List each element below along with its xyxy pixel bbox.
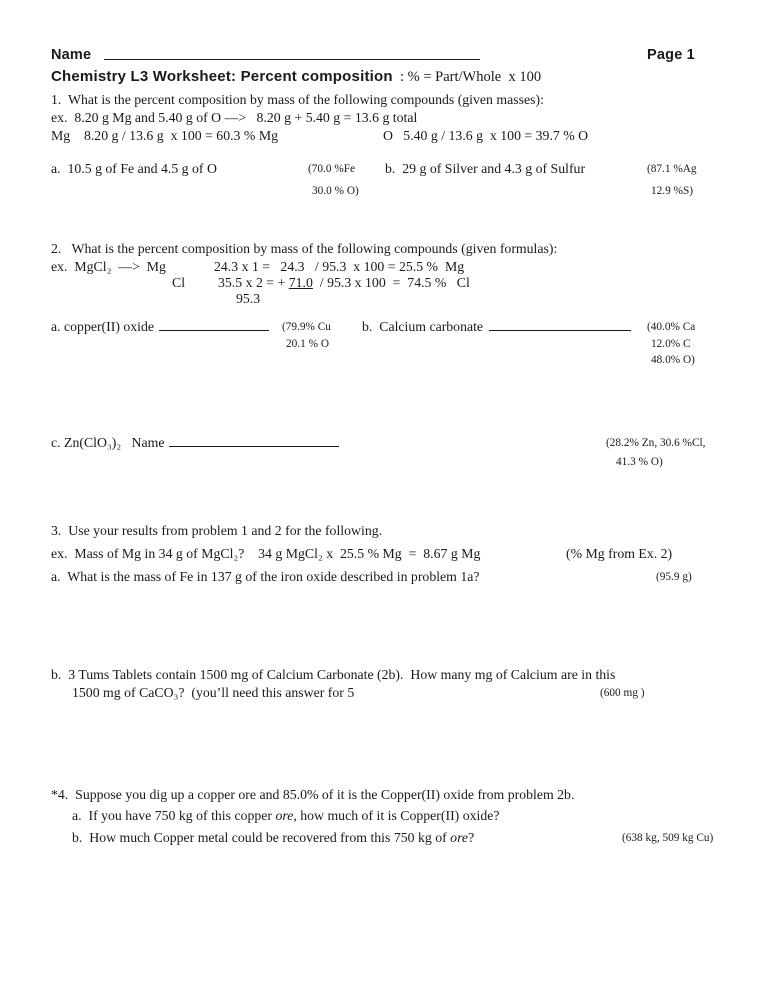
q2b-text: b. Calcium carbonate — [362, 319, 484, 334]
q1a-answer-line1: (70.0 %Fe — [308, 163, 356, 175]
q2a-answer-blank — [159, 319, 269, 331]
q2b-row — [362, 318, 631, 335]
q2a-text: a. copper(II) oxide — [51, 319, 155, 334]
name-blank-line — [104, 47, 480, 60]
q4a-pre: a. If you have 750 kg of this copper — [72, 808, 276, 823]
q4b-text — [72, 829, 474, 846]
q2c-name-blank — [169, 435, 339, 447]
q4a-post: , how much of it is Copper(II) oxide? — [293, 808, 500, 823]
q2a-answer-line1: (79.9% Cu — [282, 321, 331, 333]
q3a-answer: (95.9 g) — [656, 571, 692, 583]
q1-example-o: O 5.40 g / 13.6 g x 100 = 39.7 % O — [383, 128, 589, 143]
q2-example-row2-element: Cl — [172, 275, 186, 290]
q1b-answer-line2: 12.9 %S) — [651, 185, 694, 197]
q2c-answer-line2: 41.3 % O) — [616, 456, 663, 468]
q2c-text: c. Zn(ClO₃)₂ Name — [51, 435, 165, 450]
q1a-text: a. 10.5 g of Fe and 4.5 g of O — [51, 161, 217, 176]
q4a-text — [72, 807, 499, 824]
q4-answer: (638 kg, 509 kg Cu) — [622, 832, 714, 844]
title-formula: : % = Part/Whole x 100 — [392, 69, 542, 85]
q2b-answer-line2: 12.0% C — [651, 338, 691, 350]
q2-example-row2-post: / 95.3 x 100 = 74.5 % Cl — [312, 275, 470, 290]
q4a-ore-italic: ore — [275, 808, 294, 823]
q4-prompt: *4. Suppose you dig up a copper ore and 85.0% of it is the Copper(II) oxide from problem 2b. — [51, 787, 575, 802]
q2-prompt: 2. What is the percent composition by mass of the following compounds (given formulas): — [51, 241, 558, 256]
q3b-line2: 1500 mg of CaCO₃? (you’ll need this answer for 5 — [72, 685, 355, 700]
q2-example-row2-sum-underlined: 71.0 — [288, 275, 313, 290]
q3-prompt: 3. Use your results from problem 1 and 2 for the following. — [51, 523, 383, 538]
q2-example-row2-calc — [218, 274, 470, 291]
title-text: Chemistry L3 Worksheet: Percent composition — [51, 68, 393, 85]
q1b-text: b. 29 g of Silver and 4.3 g of Sulfur — [385, 161, 586, 176]
q2b-answer-line1: (40.0% Ca — [647, 321, 696, 333]
q2-example-row1-left: ex. MgCl₂ —> Mg — [51, 259, 166, 274]
q1-example-setup: ex. 8.20 g Mg and 5.40 g of O —> 8.20 g + 5.40 g = 13.6 g total — [51, 110, 418, 125]
q3b-line1: b. 3 Tums Tablets contain 1500 mg of Calcium Carbonate (2b). How many mg of Calcium are in this — [51, 667, 616, 682]
q1-example-mg: Mg 8.20 g / 13.6 g x 100 = 60.3 % Mg — [51, 128, 279, 143]
q3-example-note: (% Mg from Ex. 2) — [566, 546, 673, 561]
q2c-answer-line1: (28.2% Zn, 30.6 %Cl, — [606, 437, 706, 449]
q2-example-row2-pre: 35.5 x 2 = + — [218, 275, 289, 290]
q2-example-row1-calc: 24.3 x 1 = 24.3 / 95.3 x 100 = 25.5 % Mg — [214, 259, 465, 274]
q4b-pre: b. How much Copper metal could be recovered from this 750 kg of — [72, 830, 451, 845]
q1-prompt: 1. What is the percent composition by mass of the following compounds (given masses): — [51, 92, 544, 107]
q2c-row — [51, 434, 339, 451]
q2a-answer-line2: 20.1 % O — [286, 338, 329, 350]
q2-example-row3-total: 95.3 — [236, 291, 261, 306]
name-label: Name — [51, 47, 92, 63]
q4b-ore-italic: ore — [450, 830, 469, 845]
q2b-answer-line3: 48.0% O) — [651, 354, 695, 366]
q1a-answer-line2: 30.0 % O) — [312, 185, 359, 197]
q2b-answer-blank — [489, 319, 631, 331]
q3b-answer: (600 mg ) — [600, 687, 645, 699]
q1b-answer-line1: (87.1 %Ag — [647, 163, 697, 175]
q3-example: ex. Mass of Mg in 34 g of MgCl₂? 34 g MgCl₂ x 25.5 % Mg = 8.67 g Mg — [51, 546, 481, 561]
q3a-text: a. What is the mass of Fe in 137 g of the iron oxide described in problem 1a? — [51, 569, 480, 584]
q4b-post: ? — [468, 830, 475, 845]
q2a-row — [51, 318, 269, 335]
worksheet-title — [51, 67, 541, 87]
page-number: Page 1 — [647, 47, 695, 63]
